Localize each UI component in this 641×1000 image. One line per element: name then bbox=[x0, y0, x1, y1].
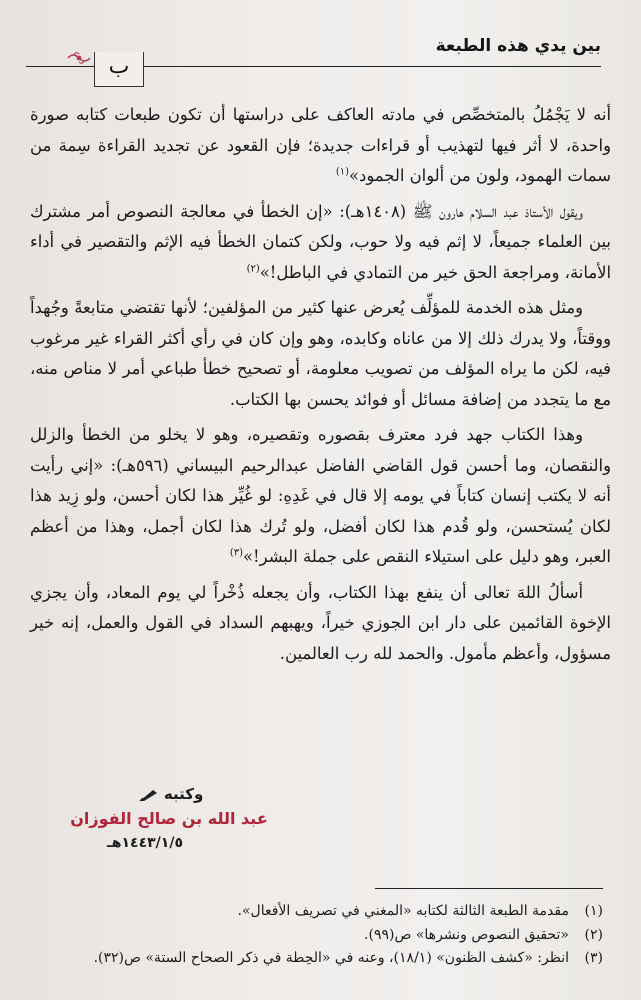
signature-heading-text: وكتبه bbox=[163, 785, 204, 803]
footnote-text: انظر: «كشف الظنون» (١٨/١)، وعنه في «الحِطة في ذكر الصحاح الستة» ص(٣٢). bbox=[93, 950, 569, 966]
footnote bbox=[30, 947, 603, 971]
footnote-ref[interactable]: (١) bbox=[335, 166, 349, 178]
paragraph bbox=[30, 578, 611, 670]
footnote-number: (١) bbox=[584, 903, 603, 919]
paragraph-text: ومثل هذه الخدمة للمؤلِّف يُعرض عنها كثير من المؤلفين؛ لأنها تقتضي متابعةً وجُهداً ووقتاً، ولا يدرك ذلك إلا من عاناه وكابده، وهو وإن كان في رأي أكثر القراء غير مرغوب فيه، لكن ما يراه المؤلف من تصويب معلومة، أو تصحيح خطأ طباعي أمر لا مناص منه، مع ما يتجدد من إضافة مسائل أو فوائد يحسن بها الكتاب. bbox=[30, 298, 611, 409]
floral-ornament-icon bbox=[66, 50, 92, 66]
footnote-ref[interactable]: (٢) bbox=[246, 263, 260, 275]
main-text bbox=[30, 100, 611, 674]
paragraph bbox=[30, 197, 611, 289]
running-title: بين يدي هذه الطبعة bbox=[435, 36, 601, 56]
footnote-ref[interactable]: (٣) bbox=[229, 547, 244, 559]
signature-heading bbox=[49, 783, 289, 805]
author-name: عبد الله بن صالح الفوزان bbox=[70, 809, 268, 828]
footnote-number: (٣) bbox=[584, 950, 603, 966]
page-header bbox=[26, 36, 601, 90]
footnote bbox=[30, 900, 603, 924]
footnotes bbox=[30, 900, 603, 971]
paragraph bbox=[30, 100, 611, 192]
footnote bbox=[30, 924, 603, 948]
footnote-text: «تحقيق النصوص ونشرها» ص(٩٩). bbox=[364, 926, 569, 943]
footnote-number: (٢) bbox=[584, 926, 603, 943]
paragraph-text: أسألُ اللهَ تعالى أن ينفع بهذا الكتاب، وأن يجعله ذُخْراً لي يوم المعاد، وأن يجزي الإخوة القائمين على دار ابن الجوزي خيراً، ويهبهم السداد في القول والعمل، إنه خير مسؤول، وأعظم مأمول. والحمد لله رب العالمين. bbox=[30, 582, 611, 663]
footnote-separator bbox=[375, 888, 603, 889]
signature-date: ١٤٤٣/١/٥هـ bbox=[107, 835, 183, 851]
paragraph bbox=[30, 420, 611, 573]
paragraph-text: ويقول الأستاذ عبد السلام هارون ﷺ (١٤٠٨هـ): «إن الخطأ في معالجة النصوص أمر مشترك بين العلماء جميعاً، لا إثم فيه ولا حوب، ولكن كتمان الخطأ فيه الإثم والتقصير في أداء الأمانة، ومراجعة الحق خير من التمادي في الباطل!» bbox=[30, 201, 611, 282]
paragraph-text: أنه لا يَجْمُلُ بالمتخصِّص في مادته العاكف على دراستها أن تكون طبعات كتابه صورة واحدة، لا أثر فيها لتهذيب أو قراءات جديدة؛ فإن القعود عن تجديد القراءة سِمة من سمات الهمود، ولون من ألوان الجمود» bbox=[30, 105, 611, 185]
paragraph-text: وهذا الكتاب جهد فرد معترف بقصوره وتقصيره، وهو لا يخلو من الخطأ والزلل والنقصان، وما أحسن قول القاضي الفاضل عبدالرحيم البيساني (٥٩٦هـ): «إني رأيت أنه لا يكتب إنسان كتاباً في يومه إلا قال في غَدِهِ: لو غُيِّر هذا لكان أحسن، ولو زِيد هذا لكان يُستحسن، ولو قُدم هذا لكان أفضل، ولو تُرك هذا لكان أجمل، وهذا من أعظم العبر، وهو دليل على استيلاء النقص على جملة البشر!» bbox=[30, 425, 611, 566]
page-number: ب bbox=[94, 52, 144, 87]
pen-icon bbox=[139, 788, 159, 802]
paragraph bbox=[30, 293, 611, 415]
signature-block bbox=[49, 783, 289, 853]
footnote-text: مقدمة الطبعة الثالثة لكتابه «المغني في تصريف الأفعال». bbox=[237, 903, 569, 919]
